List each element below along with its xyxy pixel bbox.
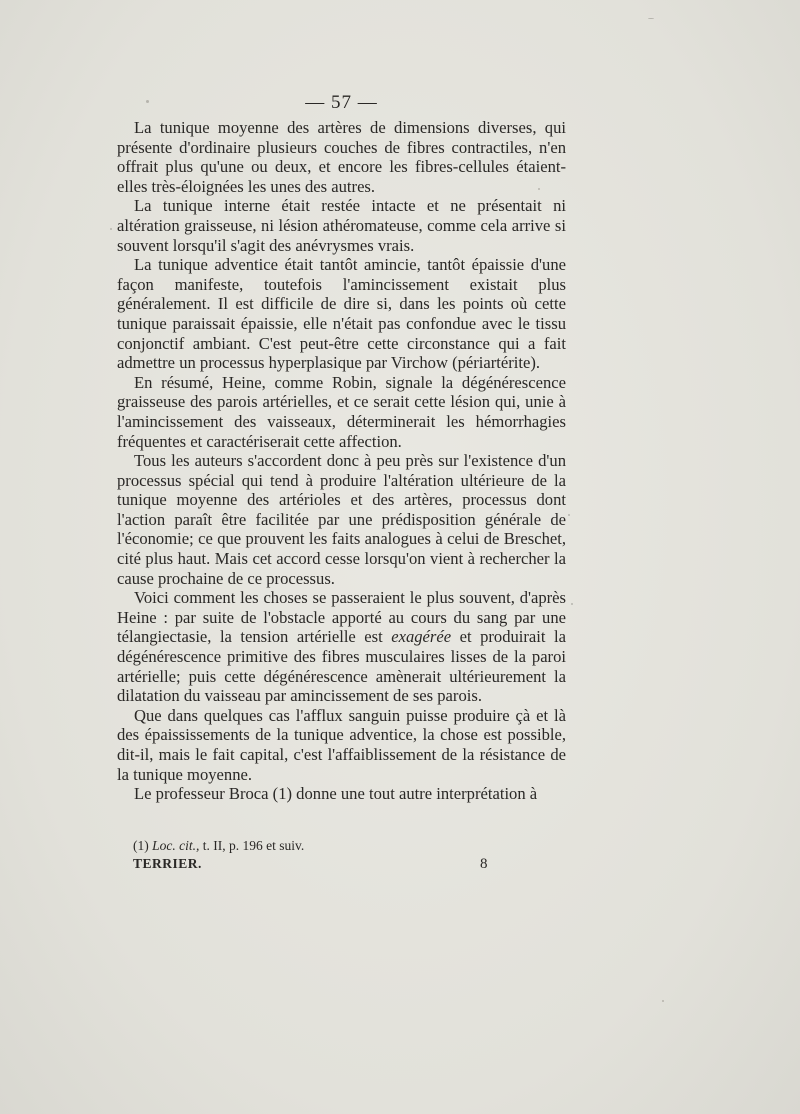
scan-speck [568,514,570,516]
paragraph-2: La tunique interne était restée intacte et ne présentait ni altération graisseuse, ni lésion athéromateuse, comme cela arrive si souvent lorsqu'il s'agit des anévrysmes vrais. [117,196,566,255]
signature-line [133,856,488,872]
paragraph-6 [117,588,566,706]
author-signature: TERRIER. [133,856,202,871]
paragraph-5: Tous les auteurs s'accordent donc à peu près sur l'existence d'un processus spécial qui tend à produire l'altération ultérieure de la tunique moyenne des artérioles et des artères, processus dont l'action paraît être facilitée par une prédisposition générale de l'économie; ce que prouvent les faits analogues à celui de Breschet, cité plus haut. Mais cet accord cesse lorsqu'on vient à rechercher la cause prochaine de ce processus. [117,451,566,588]
scan-speck [110,228,112,230]
scan-speck [648,18,654,19]
paragraph-3: La tunique adventice était tantôt amincie, tantôt épaissie d'une façon manifeste, toutefois l'amincissement existait plus généralement. Il est difficile de dire si, dans les points où cette tunique paraissait épaissie, elle n'était pas confondue avec le tissu conjonctif ambiant. C'est peut-être cette circonstance qui a fait admettre un processus hyperplasique par Virchow (périartérite). [117,255,566,373]
paragraph-6-start: Voici comment les choses se passeraient le plus souvent, d'après Heine : par suite de l'obstacle apporté au cours du sang par une télangiectasie, la tension artérielle est [117,588,566,647]
paragraph-6-end: et produirait la dégénérescence primitive des fibres musculaires lisses de la paroi artérielle; puis cette dégénérescence amènerait ultérieurement la dilatation du vaisseau par amincissement de ses parois. [117,627,566,706]
paragraph-8: Le professeur Broca (1) donne une tout autre interprétation à [134,784,538,804]
footnote-reference: Loc. cit., [152,838,200,853]
paragraph-1: La tunique moyenne des artères de dimensions diverses, qui présente d'ordinaire plusieurs couches de fibres contractiles, n'en offrait plus qu'une ou deux, et encore les fibres-cellules étaient-elles très-éloignées les unes des autres. [117,118,566,196]
footnote-marker: (1) [133,838,149,853]
footnote [133,838,553,854]
signature-mark: 8 [480,856,488,872]
page-number: — 57 — [305,92,378,113]
scan-speck [662,1000,664,1002]
scan-speck [571,603,573,605]
paragraph-4: En résumé, Heine, comme Robin, signale la dégénérescence graisseuse des parois artérielles, et ce serait cette lésion qui, unie à l'amincissement des vaisseaux, déterminerait les hémorrhagies fréquentes et caractériserait cette affection. [117,372,566,451]
paragraph-7: Que dans quelques cas l'afflux sanguin puisse produire çà et là des épaississements de la tunique adventice, la chose est possible, dit-il, mais le fait capital, c'est l'affaiblissement de la résistance de la tunique moyenne. [117,705,566,784]
body-text [117,118,566,804]
scan-speck [538,188,540,190]
footnote-text: t. II, p. 196 et suiv. [202,838,305,853]
emphasized-word: exagérée [391,627,452,647]
scan-speck [146,100,149,103]
